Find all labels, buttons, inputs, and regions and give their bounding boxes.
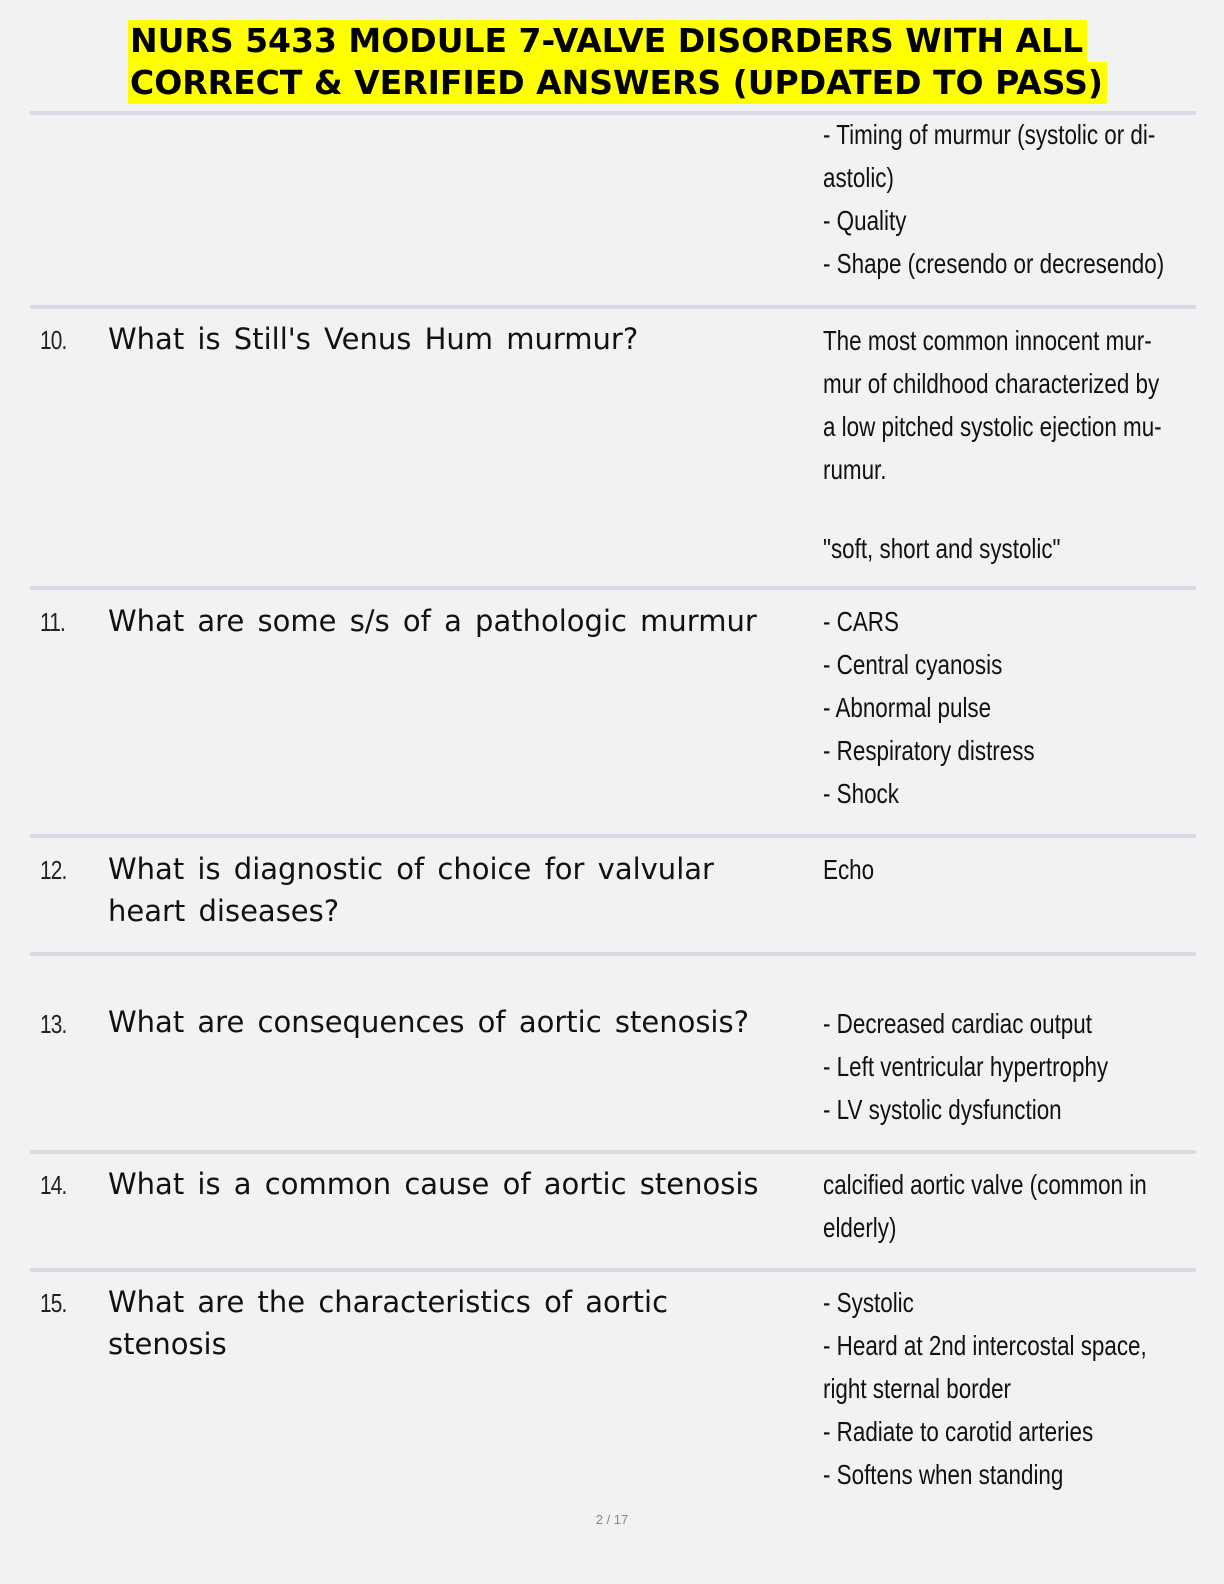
card-number: 12. <box>40 855 67 885</box>
card-answer: - Systolic - Heard at 2nd intercostal space, right sternal border - Radiate to carotid arteries - Softens when standing <box>823 1287 1147 1490</box>
title-line-2: CORRECT & VERIFIED ANSWERS (UPDATED TO PASS) <box>128 62 1107 104</box>
card-question: What is a common cause of aortic stenosis <box>108 1167 759 1201</box>
card-question: What are the characteristics of aortic stenosis <box>108 1285 669 1361</box>
divider <box>30 1150 1196 1154</box>
card-number: 11. <box>40 607 65 637</box>
document-title <box>128 20 1138 104</box>
title-line-1: NURS 5433 MODULE 7-VALVE DISORDERS WITH ALL <box>128 20 1087 62</box>
divider <box>30 834 1196 838</box>
card-answer: - Decreased cardiac output - Left ventricular hypertrophy - LV systolic dysfunction <box>823 1008 1109 1125</box>
divider <box>30 1268 1196 1272</box>
card-answer: The most common innocent mur- mur of childhood characterized by a low pitched systolic ejection mu- rumur. "soft, short and systolic" <box>823 325 1162 564</box>
card-answer: - CARS - Central cyanosis - Abnormal pulse - Respiratory distress - Shock <box>823 606 1035 809</box>
card-number: 13. <box>40 1009 67 1039</box>
card-number: 14. <box>40 1170 67 1200</box>
card-question: What are some s/s of a pathologic murmur <box>108 604 757 638</box>
card-number: 15. <box>40 1288 67 1318</box>
card-answer: calcified aortic valve (common in elderly) <box>823 1169 1147 1243</box>
page-number: 2 / 17 <box>595 1512 629 1527</box>
divider <box>30 952 1196 956</box>
card-number: 10. <box>40 325 67 355</box>
card-question: What are consequences of aortic stenosis? <box>108 1005 749 1039</box>
card-answer: Echo <box>823 854 875 885</box>
continued-answer: - Timing of murmur (systolic or di- astolic) - Quality - Shape (cresendo or decresendo) <box>823 119 1165 279</box>
divider <box>30 586 1196 590</box>
card-question: What is diagnostic of choice for valvular heart diseases? <box>108 852 714 928</box>
divider <box>30 305 1196 309</box>
card-question: What is Still's Venus Hum murmur? <box>108 322 639 356</box>
